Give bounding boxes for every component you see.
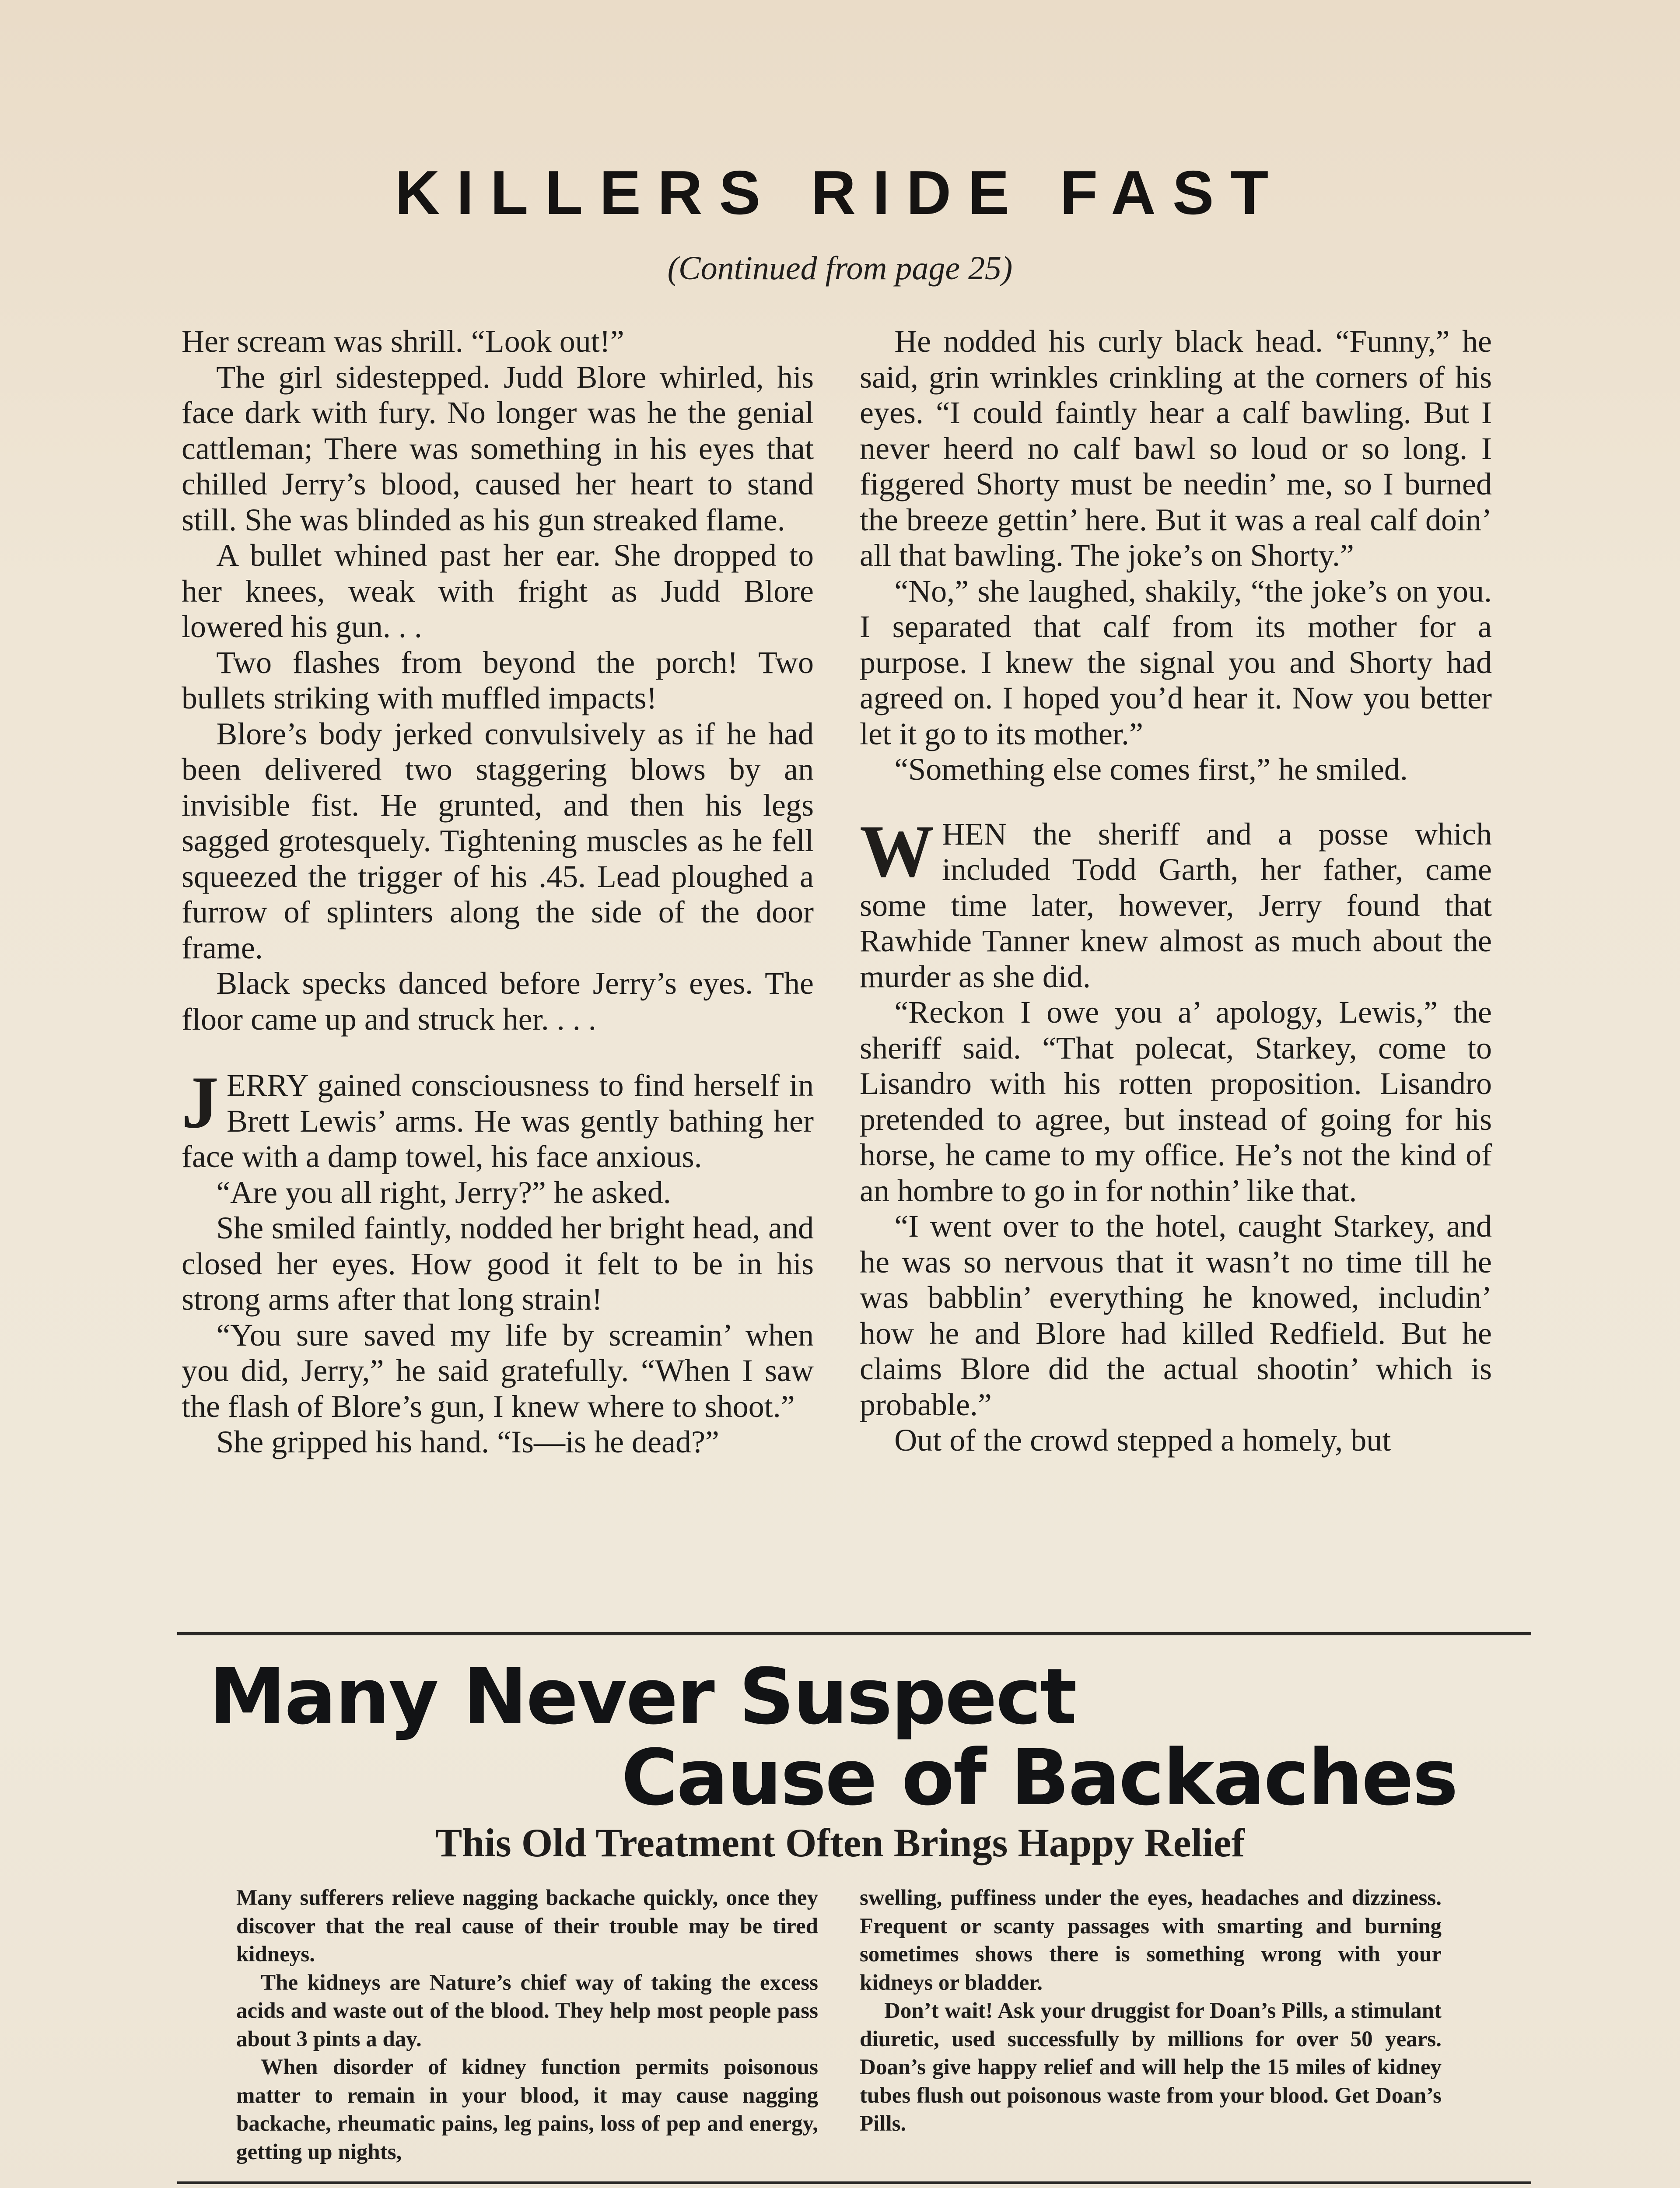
story-paragraph: She gripped his hand. “Is—is he dead?” [216,1424,719,1459]
story-paragraph: “Something else comes first,” he smiled. [894,752,1408,787]
story-title: KILLERS RIDE FAST [395,158,1285,228]
ad-top-rule [177,1632,1531,1635]
story-paragraph: “Reckon I owe you a’ apology, Lewis,” the sheriff said. “That polecat, Starkey, come to Lisandro with his rotten proposition. Lisandro pretended to agree, but instead of going for his horse, he came to my office. He’s not the kind of an hombre to go in for nothin’ like that. [860,995,1492,1208]
continued-note: (Continued from page 25) [667,250,1013,287]
story-paragraph: “No,” she laughed, shakily, “the joke’s on you. I separated that calf from its mother for a purpose. I knew the signal you and Shorty had agreed on. I hoped you’d hear it. Now you better let it go to its mother.” [860,573,1492,751]
ad-headline-line1: Many Never Suspect [209,1652,1076,1742]
story-paragraph: Two flashes from beyond the porch! Two bullets striking with muffled impacts! [182,645,814,715]
ad-paragraph: swelling, puffiness under the eyes, headaches and dizziness. Frequent or scanty passages with smarting and burning sometimes shows there is something wrong with your kidneys or bladder. [860,1886,1442,1995]
section-text: HEN the sheriff and a posse which included Todd Garth, her father, came some time later, however, Jerry found that Rawhide Tanner knew almost as much about the murder as she did. [860,816,1492,994]
story-left-column [182,324,814,1460]
story-paragraph: Her scream was shrill. “Look out!” [182,324,624,359]
ad-right-column [860,1884,1442,2138]
section-break-paragraph [860,810,1492,995]
ad-paragraph: The kidneys are Nature’s chief way of taking the excess acids and waste out of the blood. They help most people pass about 3 pints a day. [236,1970,818,2051]
story-paragraph: Out of the crowd stepped a homely, but [894,1423,1391,1458]
story-paragraph: “I went over to the hotel, caught Starkey, and he was so nervous that it wasn’t no time till he was babblin’ everything he knowed, includin’ how he and Blore had killed Redfield. But he claims Blore did the actual shootin’ which is probable.” [860,1209,1492,1422]
section-text: ERRY gained consciousness to find herself in Brett Lewis’ arms. He was gently bathing her face with a damp towel, his face anxious. [182,1068,814,1174]
story-paragraph: A bullet whined past her ear. She dropped to her knees, weak with fright as Judd Blore lowered his gun. . . [182,538,814,644]
ad-bottom-rule [177,2181,1531,2184]
section-break-paragraph [182,1061,814,1175]
ad-paragraph: Don’t wait! Ask your druggist for Doan’s Pills, a stimulant diuretic, used successfully by millions for over 50 years. Doan’s give happy relief and will help the 15 miles of kidney tubes flush out poisonous waste from your blood. Get Doan’s Pills. [860,1999,1442,2136]
drop-cap: W [860,810,934,892]
ad-left-column [236,1884,818,2166]
ad-paragraph: When disorder of kidney function permits poisonous matter to remain in your blood, it may cause nagging backache, rheumatic pains, leg pains, loss of pep and energy, getting up nights, [236,2055,818,2164]
story-paragraph: “You sure saved my life by screamin’ when you did, Jerry,” he said gratefully. “When I saw the flash of Blore’s gun, I knew where to shoot.” [182,1317,814,1424]
story-paragraph: The girl sidestepped. Judd Blore whirled, his face dark with fury. No longer was he the genial cattleman; There was something in his eyes that chilled Jerry’s blood, caused her heart to stand still. She was blinded as his gun streaked flame. [182,359,814,537]
story-paragraph: She smiled faintly, nodded her bright head, and closed her eyes. How good it felt to be in his strong arms after that long strain! [182,1210,814,1317]
story-paragraph: Black specks danced before Jerry’s eyes. The floor came up and struck her. . . . [182,966,814,1037]
story-paragraph: “Are you all right, Jerry?” he asked. [216,1175,671,1210]
ad-subheadline: This Old Treatment Often Brings Happy Relief [435,1820,1245,1865]
story-paragraph: Blore’s body jerked convulsively as if he had been delivered two staggering blows by an invisible fist. He grunted, and then his legs sagged grotesquely. Tightening muscles as he fell squeezed the trigger of his .45. Lead ploughed a furrow of splinters along the side of the door frame. [182,716,814,965]
story-paragraph: He nodded his curly black head. “Funny,” he said, grin wrinkles crinkling at the corners of his eyes. “I could faintly hear a calf bawling. But I never heerd no calf bawl so loud or so long. I figgered Shorty must be needin’ me, so I burned the breeze gettin’ here. But it was a real calf doin’ all that bawling. The joke’s on Shorty.” [860,324,1492,573]
ad-paragraph: Many sufferers relieve nagging backache quickly, once they discover that the real cause of their trouble may be tired kidneys. [236,1886,818,1967]
story-right-column [860,324,1492,1459]
drop-cap: J [182,1061,219,1143]
ad-headline-line2: Cause of Backaches [621,1733,1457,1823]
